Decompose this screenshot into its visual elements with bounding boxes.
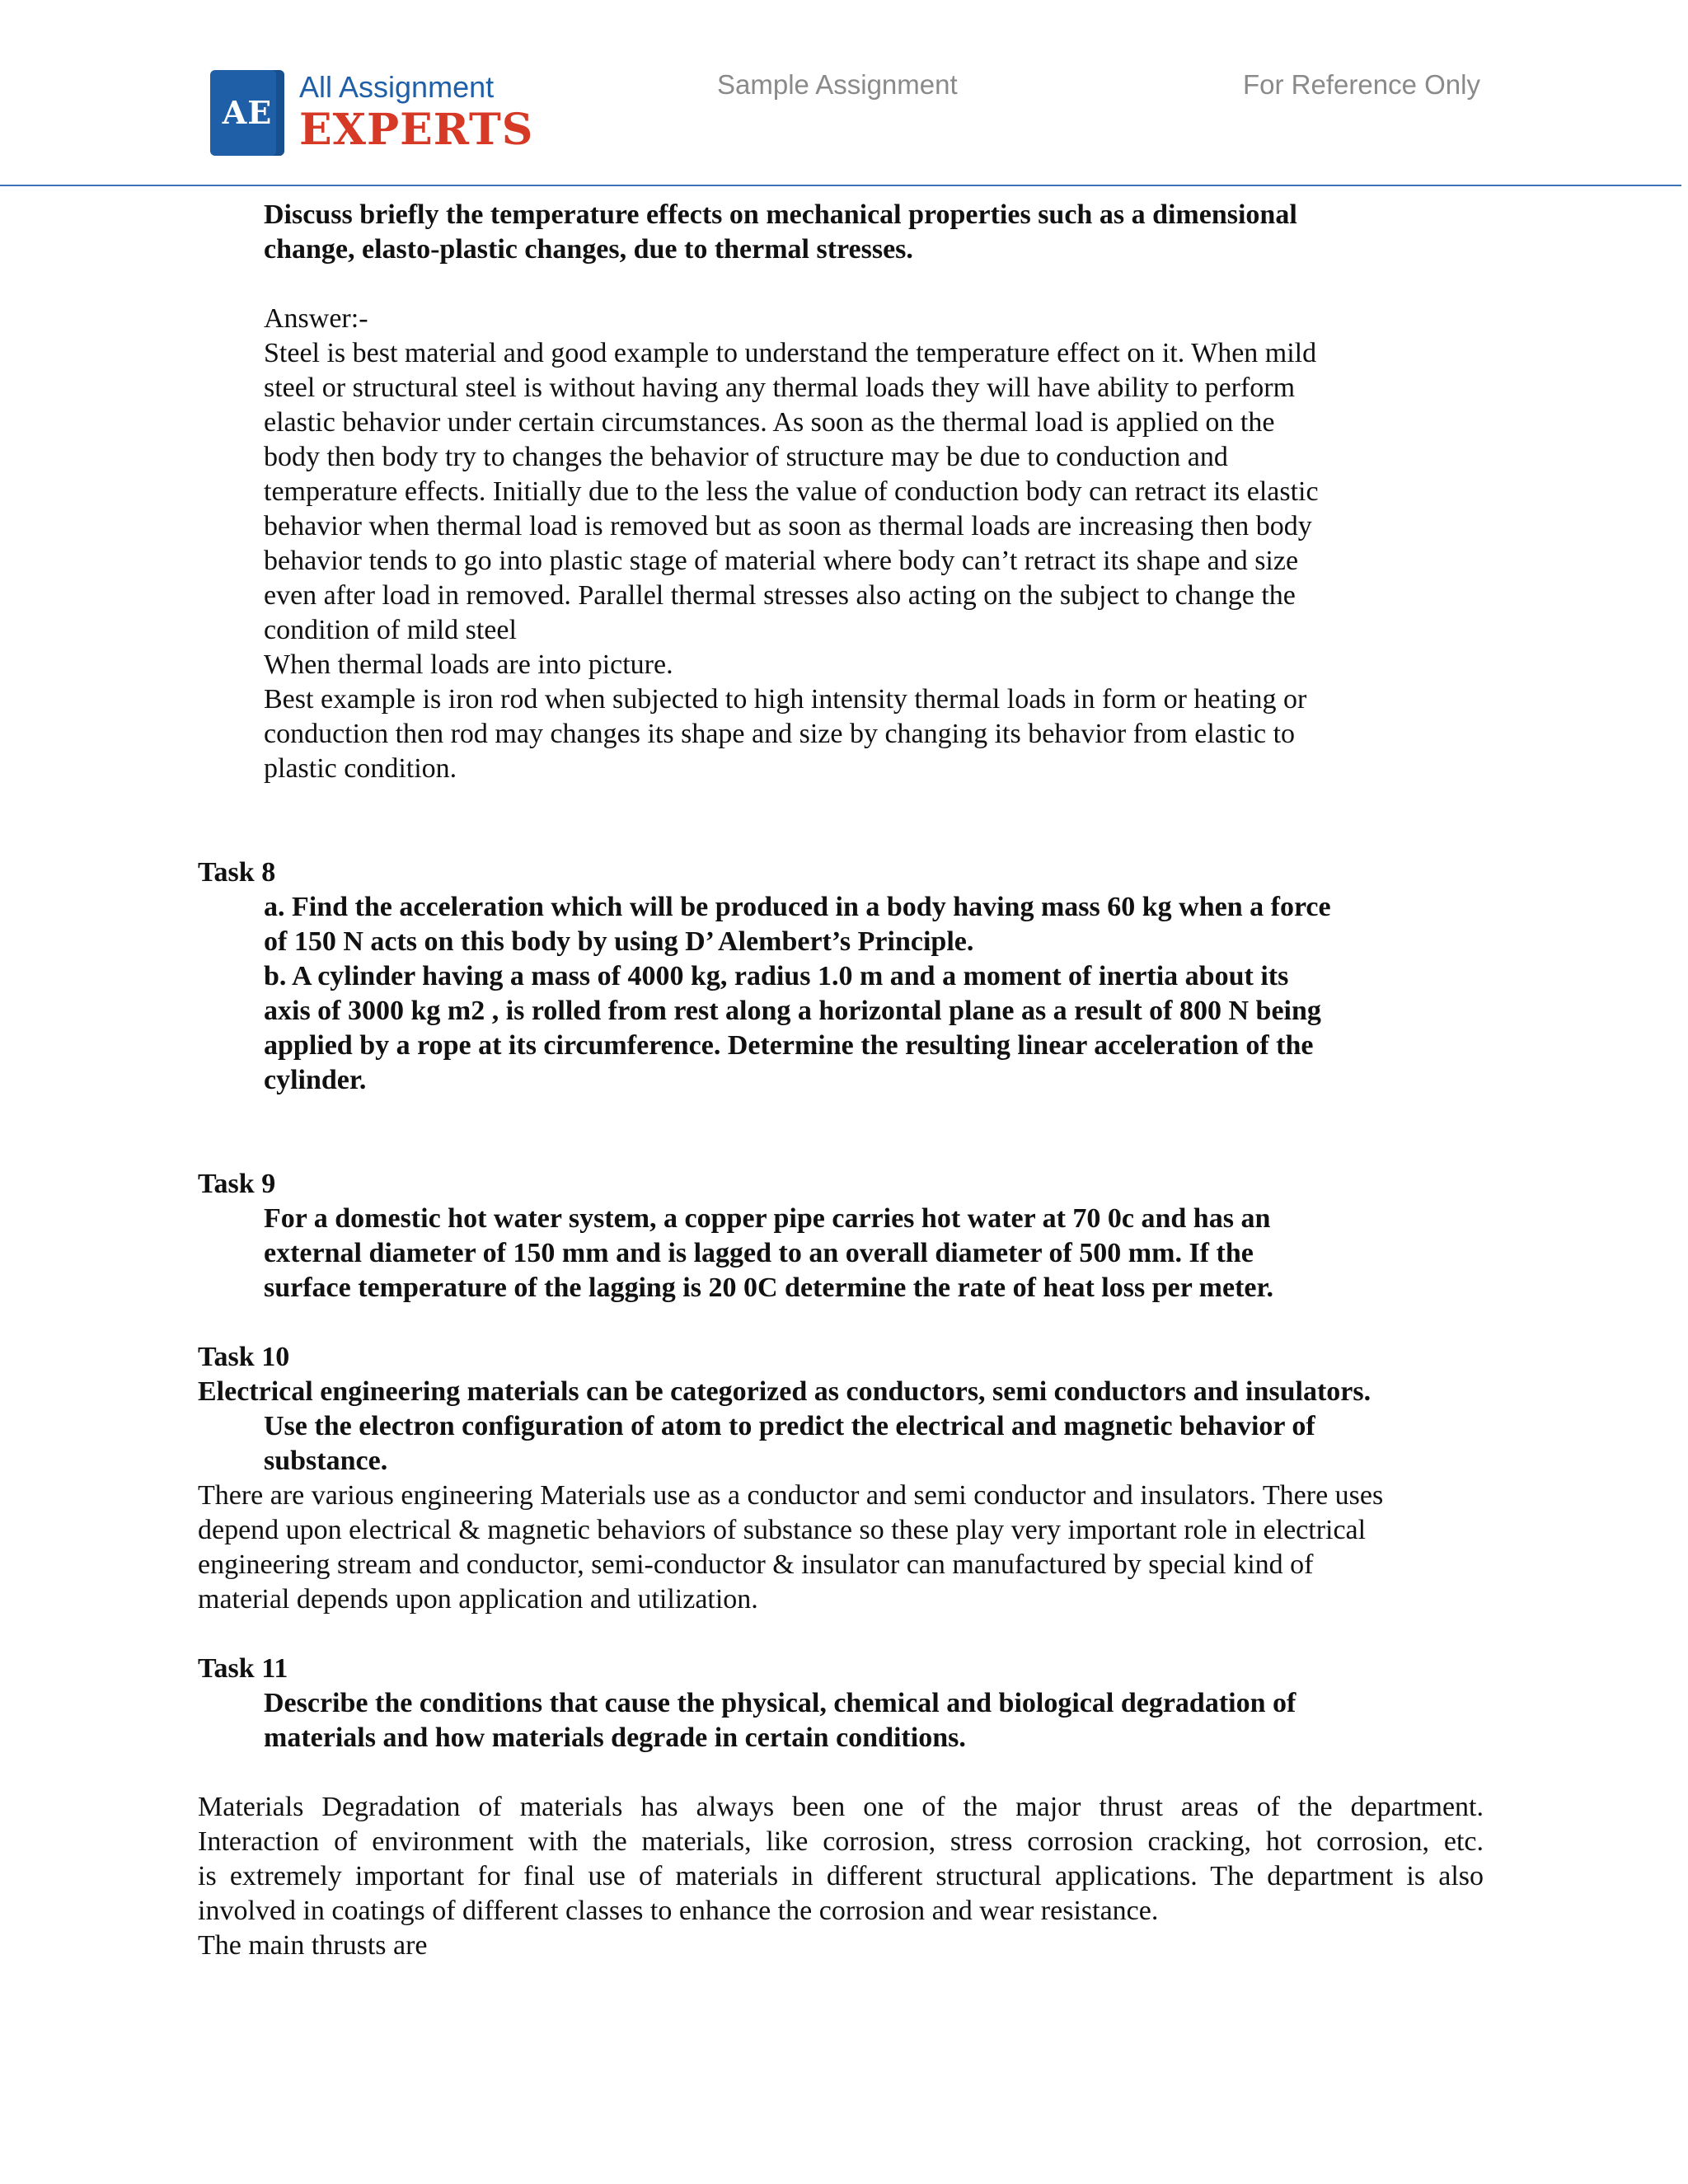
answer-line: temperature effects. Initially due to the less the value of conduction body can retract its elastic — [264, 476, 1319, 507]
answer-line: body then body try to changes the behavior of structure may be due to conduction and — [264, 442, 1228, 472]
answer-line: involved in coatings of different classes to enhance the corrosion and wear resistance. — [198, 1896, 1159, 1926]
logo-text-top: All Assignment — [299, 70, 495, 104]
answer-label: Answer:- — [264, 303, 368, 334]
question-line: Describe the conditions that cause the physical, chemical and biological degradation of — [264, 1688, 1296, 1718]
answer-line: condition of mild steel — [264, 615, 517, 645]
answer-line: elastic behavior under certain circumstances. As soon as the thermal load is applied on the — [264, 407, 1275, 438]
answer-line: Steel is best material and good example to understand the temperature effect on it. When mild — [264, 338, 1317, 368]
answer-line: When thermal loads are into picture. — [264, 649, 673, 680]
question-line: Discuss briefly the temperature effects on mechanical properties such as a dimensional — [264, 199, 1297, 230]
answer-line: conduction then rod may changes its shape and size by changing its behavior from elastic to — [264, 719, 1296, 749]
answer-line: plastic condition. — [264, 753, 457, 784]
header-sample-label: Sample Assignment — [717, 69, 958, 100]
question-line: substance. — [264, 1446, 388, 1476]
question-line: applied by a rope at its circumference. Determine the resulting linear acceleration of the — [264, 1030, 1314, 1061]
header-reference-label: For Reference Only — [1243, 69, 1480, 100]
answer-line: is extremely important for final use of materials in different structural applications. The department is also — [198, 1861, 1484, 1891]
task-heading: Task 9 — [198, 1169, 276, 1199]
answer-line: behavior tends to go into plastic stage of material where body can’t retract its shape and size — [264, 546, 1299, 576]
question-line: materials and how materials degrade in certain conditions. — [264, 1722, 966, 1753]
answer-line: The main thrusts are — [198, 1930, 428, 1961]
question-line: Use the electron configuration of atom to predict the electrical and magnetic behavior of — [264, 1411, 1315, 1441]
logo-badge: AE — [210, 70, 284, 156]
task-heading: Task 10 — [198, 1342, 290, 1372]
page-header — [0, 0, 1688, 190]
question-line: external diameter of 150 mm and is lagged to an overall diameter of 500 mm. If the — [264, 1238, 1254, 1268]
answer-line: material depends upon application and utilization. — [198, 1584, 758, 1615]
answer-line: Best example is iron rod when subjected to high intensity thermal loads in form or heating or — [264, 684, 1307, 715]
answer-line: engineering stream and conductor, semi-conductor & insulator can manufactured by special kind of — [198, 1549, 1314, 1580]
answer-line: Interaction of environment with the materials, like corrosion, stress corrosion cracking, hot corrosion, etc. — [198, 1826, 1484, 1857]
question-line: Electrical engineering materials can be categorized as conductors, semi conductors and insulators. — [198, 1376, 1372, 1407]
answer-line: depend upon electrical & magnetic behaviors of substance so these play very important role in electrical — [198, 1515, 1367, 1545]
answer-line: steel or structural steel is without having any thermal loads they will have ability to perform — [264, 373, 1296, 403]
question-line: a. Find the acceleration which will be produced in a body having mass 60 kg when a force — [264, 892, 1331, 922]
answer-line: There are various engineering Materials use as a conductor and semi conductor and insulators. There uses — [198, 1480, 1384, 1511]
company-logo — [210, 70, 534, 161]
question-line: change, elasto-plastic changes, due to thermal stresses. — [264, 234, 913, 265]
question-line: b. A cylinder having a mass of 4000 kg, radius 1.0 m and a moment of inertia about its — [264, 961, 1289, 991]
answer-line: even after load in removed. Parallel thermal stresses also acting on the subject to change the — [264, 580, 1296, 611]
task-heading: Task 8 — [198, 857, 276, 888]
answer-line: behavior when thermal load is removed but as soon as thermal loads are increasing then body — [264, 511, 1312, 541]
question-line: For a domestic hot water system, a copper pipe carries hot water at 70 0c and has an — [264, 1203, 1271, 1234]
header-divider — [0, 185, 1681, 186]
answer-line: Materials Degradation of materials has always been one of the major thrust areas of the department. — [198, 1792, 1484, 1822]
task-heading: Task 11 — [198, 1653, 288, 1684]
question-line: cylinder. — [264, 1065, 367, 1095]
question-line: surface temperature of the lagging is 20 0C determine the rate of heat loss per meter. — [264, 1272, 1273, 1303]
logo-text-bottom: EXPERTS — [299, 105, 534, 155]
question-line: of 150 N acts on this body by using D’ Alembert’s Principle. — [264, 926, 974, 957]
question-line: axis of 3000 kg m2 , is rolled from rest along a horizontal plane as a result of 800 N being — [264, 996, 1321, 1026]
